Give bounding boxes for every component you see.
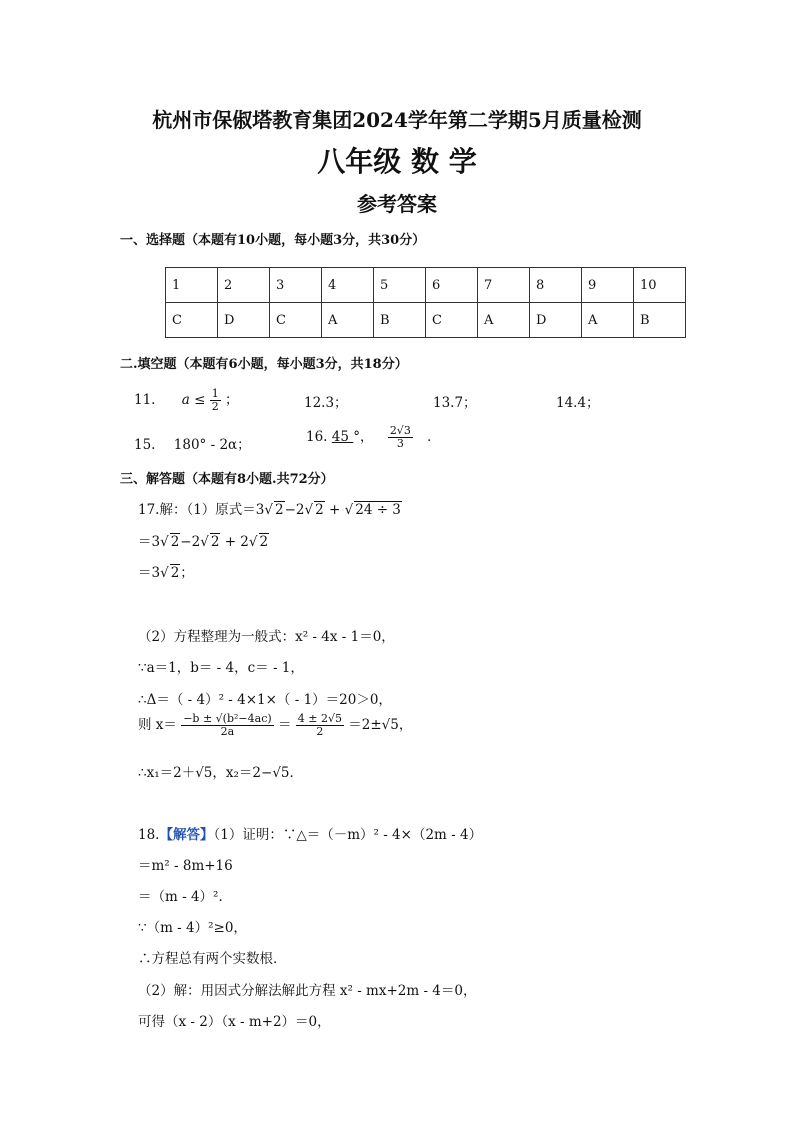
fraction-numerator: 4 ± 2√5 — [297, 712, 342, 725]
q17-line2-prefix: ＝3 — [138, 534, 161, 550]
q11-tail: ； — [225, 392, 239, 409]
q16-fraction — [388, 425, 413, 450]
q16-numerator: 2√3 — [389, 424, 411, 437]
q18-number: 18. — [138, 827, 160, 843]
table-cell: B — [374, 303, 426, 338]
q15-answer — [134, 433, 251, 453]
table-row-answers — [166, 303, 686, 338]
answer-key-title: 参考答案 — [357, 192, 437, 216]
q18-line2: ＝m² - 8m+16 — [138, 858, 233, 874]
table-cell: 10 — [634, 268, 686, 303]
q16-denominator: 3 — [396, 437, 404, 451]
section2-heading: 二.填空题（本题有6小题，每小题3分，共18分） — [120, 357, 408, 372]
q18-line1 — [138, 823, 482, 843]
q16-answer — [306, 425, 441, 450]
q15-label: 15. — [134, 437, 156, 453]
q17-line3 — [138, 561, 194, 581]
sqrt-icon — [249, 534, 258, 550]
table-cell: 2 — [218, 268, 270, 303]
q17-p2-line4 — [138, 713, 412, 738]
q11-fraction — [210, 388, 221, 413]
q17-p2-line4-tail: ＝2±√5， — [348, 717, 413, 734]
table-cell: 1 — [166, 268, 218, 303]
section3-heading: 三、解答题（本题有8小题.共72分） — [120, 472, 334, 487]
table-cell: A — [322, 303, 374, 338]
table-cell: C — [426, 303, 478, 338]
q17-line2-plus: + 2 — [220, 534, 249, 550]
q17-p2-line3: ∴Δ＝（ - 4）² - 4×1×（ - 1）＝20＞0， — [138, 692, 392, 708]
table-cell: 7 — [478, 268, 530, 303]
q17-line3-tail: ； — [180, 565, 194, 581]
fraction-denominator: 2 — [316, 725, 324, 739]
table-cell: 9 — [582, 268, 634, 303]
q17-p2-line4-prefix: 则 x＝ — [138, 717, 177, 734]
q17-line2-mid: −2 — [180, 534, 201, 550]
table-cell: B — [634, 303, 686, 338]
q17-radicand: 2 — [315, 502, 324, 518]
q18-line6: （2）解：用因式分解法解此方程 x² - mx+2m - 4＝0， — [138, 983, 477, 999]
answer-tag: 【解答】 — [159, 827, 214, 843]
q17-radicand: 2 — [170, 534, 180, 550]
q18-line7: 可得（x - 2）（x - m+2）＝0， — [138, 1014, 331, 1030]
q11-denominator: 2 — [211, 400, 219, 414]
q16-first-blank: 45 — [331, 429, 354, 446]
table-cell: C — [166, 303, 218, 338]
q18-line4: ∵（m - 4）²≥0， — [138, 920, 247, 936]
q16-mid: °， — [353, 429, 374, 446]
sqrt-icon — [345, 502, 354, 518]
q11-answer — [134, 388, 239, 413]
sqrt-icon — [160, 534, 169, 550]
q11-expr: a ≤ — [181, 392, 206, 409]
q11-numerator: 1 — [211, 387, 219, 400]
q17-radicand: 2 — [259, 534, 269, 550]
q17-p2-line5: ∴x₁＝2＋√5，x₂＝2−√5． — [138, 765, 304, 781]
substituted-fraction — [296, 713, 344, 738]
q13-answer: 13.7； — [433, 395, 477, 411]
table-cell: 8 — [530, 268, 582, 303]
q17-line1-prefix: 17.解：（1）原式＝3 — [138, 502, 265, 518]
table-cell: A — [478, 303, 530, 338]
q18-line1-rest: （1）证明：∵△＝（－m）² - 4×（2m - 4） — [213, 827, 483, 843]
fraction-denominator: 2a — [220, 725, 235, 739]
q17-radicand: 24 ÷ 3 — [355, 502, 401, 518]
q17-p2-line1: （2）方程整理为一般式：x² - 4x - 1＝0， — [138, 629, 395, 645]
table-cell: 5 — [374, 268, 426, 303]
q16-tail: ． — [427, 429, 441, 446]
q11-label: 11. — [134, 392, 156, 409]
q17-p2-line2: ∵a＝1，b＝ - 4，c＝ - 1， — [138, 660, 304, 676]
section1-heading: 一、选择题（本题有10小题，每小题3分，共30分） — [120, 233, 426, 248]
table-cell: C — [270, 303, 322, 338]
q14-answer: 14.4； — [556, 395, 600, 411]
exam-title: 杭州市保俶塔教育集团2024学年第二学期5月质量检测 — [152, 108, 642, 132]
q17-radicand: 2 — [275, 502, 284, 518]
q17-radicand: 2 — [170, 565, 180, 581]
q17-line1-plus: + — [324, 502, 345, 518]
table-cell: 3 — [270, 268, 322, 303]
q18-line5: ∴方程总有两个实数根． — [138, 951, 287, 967]
sqrt-icon — [264, 502, 273, 518]
q17-line3-prefix: ＝3 — [138, 565, 161, 581]
q17-radicand: 2 — [210, 534, 220, 550]
q12-answer: 12.3； — [304, 395, 348, 411]
sqrt-icon — [160, 565, 169, 581]
sqrt-icon — [200, 534, 209, 550]
table-row-numbers — [166, 268, 686, 303]
q15-value: 180° - 2α； — [173, 437, 251, 453]
q16-label: 16. — [306, 429, 328, 446]
q17-line2 — [138, 530, 269, 550]
sqrt-icon — [305, 502, 314, 518]
table-cell: D — [530, 303, 582, 338]
q17-line1-mid: −2 — [284, 502, 305, 518]
fraction-numerator: −b ± √(b²−4ac) — [183, 712, 272, 725]
equals-sign: ＝ — [277, 717, 292, 734]
q17-line1 — [138, 498, 402, 518]
quadratic-formula-fraction — [181, 713, 273, 738]
table-cell: 4 — [322, 268, 374, 303]
grade-subject: 八年级 数 学 — [317, 145, 477, 178]
table-cell: 6 — [426, 268, 478, 303]
q18-line3: ＝（m - 4）²． — [138, 889, 232, 905]
table-cell: A — [582, 303, 634, 338]
table-cell: D — [218, 303, 270, 338]
answer-table — [165, 267, 686, 338]
